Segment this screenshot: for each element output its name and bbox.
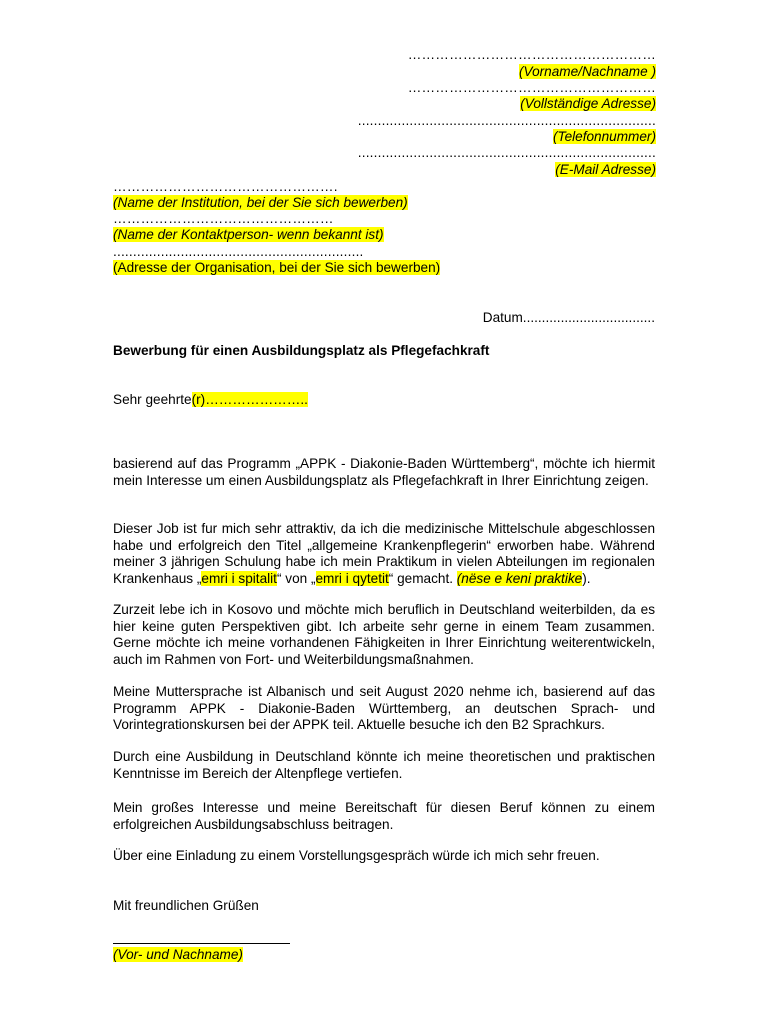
closing-greeting: Mit freundlichen Grüßen (113, 898, 259, 913)
recipient-address-placeholder: (Adresse der Organisation, bei der Sie sich bewerben) (113, 260, 441, 275)
paragraph-current-situation: Zurzeit lebe ich in Kosovo und möchte mich beruflich in Deutschland weiterbilden, da es hier keine guten Perspektiven gibt. Ich arbeite sehr gerne in einem Team zusammen. Gerne möchte ich meine vorhandenen Fähigkeiten in Ihrer Einrichtung weiterentwickeln, auch im Rahmen von Fort- und Weiterbildungsmaßnahmen. (113, 602, 655, 667)
paragraph-interest: Mein großes Interesse und meine Bereitschaft für diesen Beruf können zu einem erfolgreichen Ausbildungsabschluss beitragen. (113, 800, 655, 832)
paragraph-training: Durch eine Ausbildung in Deutschland könnte ich meine theoretischen und praktischen Kenntnisse im Bereich der Altenpflege vertiefen. (113, 749, 655, 781)
sender-address-dots: ……………………………………………… (407, 80, 656, 95)
sender-email-dots: ........................................................................... (357, 145, 656, 160)
sender-phone-placeholder: (Telefonnummer) (552, 129, 656, 144)
recipient-address-dots: ............................................................... (113, 244, 364, 259)
paragraph-intro: basierend auf das Programm „APPK - Diakonie-Baden Württemberg“, möchte ich hiermit mein Interesse um einen Ausbildungsplatz als Pflegefachkraft in Ihrer Einrichtung zeigen. (113, 456, 655, 488)
paragraph-language: Meine Muttersprache ist Albanisch und seit August 2020 nehme ich, basierend auf das Programm APPK - Diakonie-Baden Württemberg, an deutschen Sprach- und Vorintegrationskursen bei der APPK teil. Aktuelle besuche ich den B2 Sprachkurs. (113, 684, 655, 732)
sender-name-placeholder: (Vorname/Nachname ) (519, 64, 656, 79)
paragraph-invitation: Über eine Einladung zu einem Vorstellungsgespräch würde ich mich sehr freuen. (113, 848, 600, 863)
sender-name-dots: ……………………………………………… (407, 47, 656, 62)
recipient-contact-dots: ………………………………………… (113, 211, 334, 226)
signature-placeholder: (Vor- und Nachname) (113, 947, 243, 962)
recipient-institution-dots: …………………………………………. (113, 179, 338, 194)
letter-subject: Bewerbung für einen Ausbildungsplatz als Pflegefachkraft (113, 343, 490, 358)
date-field: Datum................................... (482, 310, 655, 325)
sender-address-placeholder: (Vollständige Adresse) (520, 96, 656, 111)
recipient-institution-placeholder: (Name der Institution, bei der Sie sich bewerben) (113, 195, 408, 210)
sender-email-placeholder: (E-Mail Adresse) (555, 162, 656, 177)
recipient-contact-placeholder: (Name der Kontaktperson- wenn bekannt ist) (113, 227, 384, 242)
sender-phone-dots: ........................................................................... (357, 113, 656, 128)
paragraph-education: Dieser Job ist fur mich sehr attraktiv, da ich die medizinische Mittelschule abgeschlossen habe und erfolgreich den Titel „allgemeine Krankenpflegerin“ erworben habe. Während meiner 3 jährigen Schulung habe ich mein Praktikum in vielen Abteilungen im regionalen Krankenhaus „emri i spitalit“ von „emri i qytetit“ gemacht. (nëse e keni praktike). (113, 521, 655, 586)
salutation: Sehr geehrte(r)………………….. (113, 392, 308, 407)
signature-line (113, 943, 290, 944)
